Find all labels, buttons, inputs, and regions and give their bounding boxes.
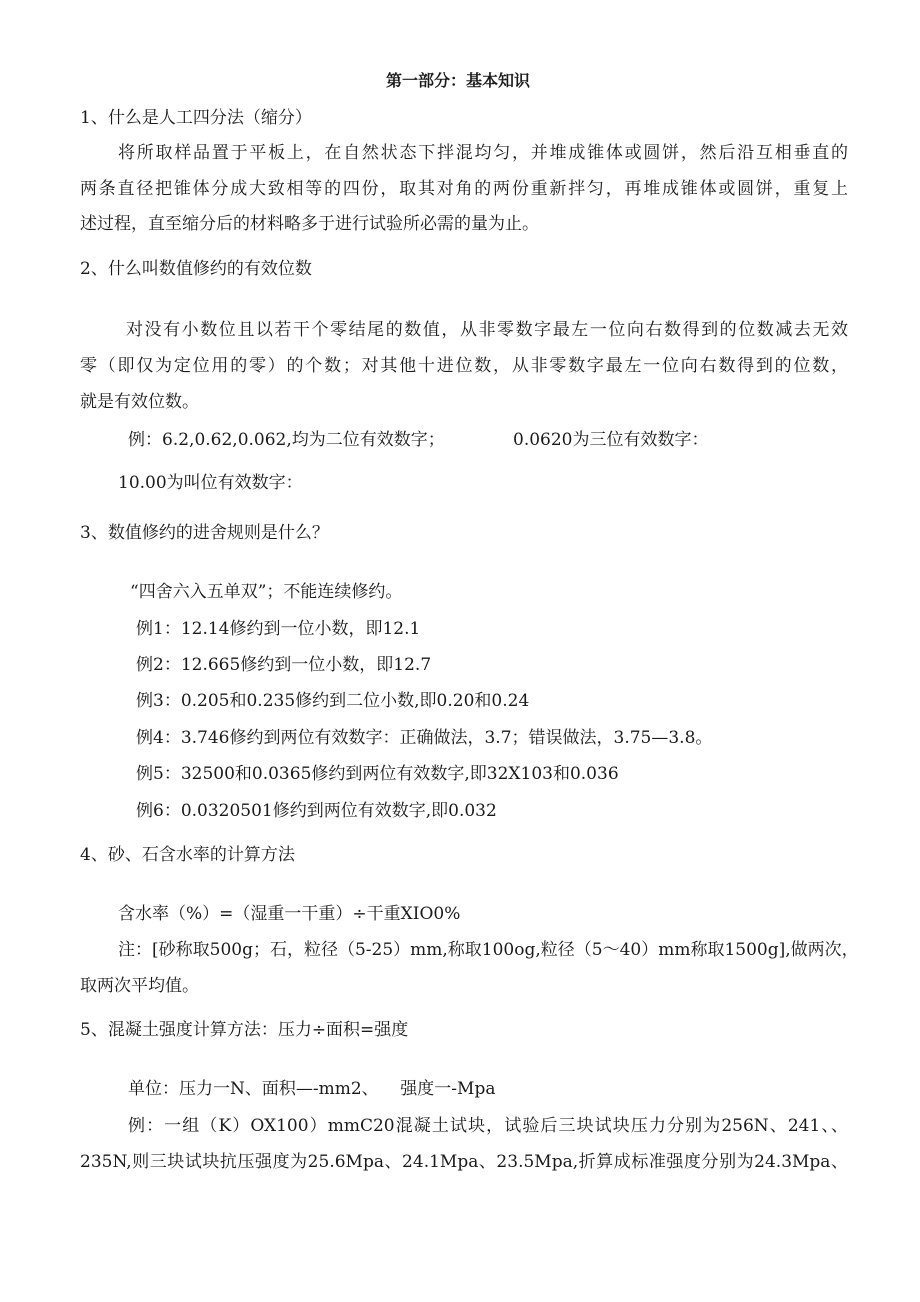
example-significant-figures-a: 例：6.2,0.62,0.062,均为二位有效数字； [128, 430, 445, 450]
question-1-paragraph-line: 述过程，直至缩分后的材料略多于进行试验所必需的量为止。 [80, 214, 539, 234]
question-1-paragraph-line: 将所取样品置于平板上，在自然状态下拌混均匀，并堆成锥体或圆饼，然后沿互相垂直的 [118, 143, 848, 163]
question-1-paragraph-line: 两条直径把锥体分成大致相等的四份，取其对角的两份重新拌匀，再堆成锥体或圆饼，重复上 [80, 179, 848, 199]
question-3-heading: 3、数值修约的进舍规则是什么？ [80, 523, 329, 543]
rounding-example: 例2：12.665修约到一位小数，即12.7 [136, 655, 432, 675]
strength-units: 单位：压力一N、面积—-mm2、 强度一-Mpa [128, 1079, 496, 1099]
rounding-example: 例6：0.0320501修约到两位有效数字,即0.032 [136, 801, 497, 821]
moisture-note-line: 取两次平均值。 [80, 976, 199, 996]
moisture-formula: 含水率（%）=（湿重一干重）÷干重XIO0% [118, 904, 461, 924]
rounding-example: 例4：3.746修约到两位有效数字：正确做法，3.7；错误做法，3.75—3.8。 [136, 728, 713, 748]
question-2-paragraph-line: 就是有效位数。 [80, 392, 199, 412]
question-2-paragraph-line: 零（即仅为定位用的零）的个数；对其他十进位数，从非零数字最左一位向右数得到的位数， [80, 356, 848, 376]
strength-example-line: 235N,则三块试块抗压强度为25.6Mpa、24.1Mpa、23.5Mpa,折算成标准强度分别为24.3Mpa、 [80, 1152, 848, 1172]
rounding-rule: “四舍六入五单双”；不能连续修约。 [130, 582, 403, 602]
example-significant-figures-c: 10.00为叫位有效数字： [118, 473, 303, 493]
question-5-heading: 5、混凝土强度计算方法：压力÷面积=强度 [80, 1020, 409, 1040]
question-4-heading: 4、砂、石含水率的计算方法 [80, 845, 295, 865]
question-2-heading: 2、什么叫数值修约的有效位数 [80, 259, 312, 279]
example-significant-figures-b: 0.0620为三位有效数字： [513, 430, 709, 450]
rounding-example: 例5：32500和0.0365修约到两位有效数字,即32X103和0.036 [136, 764, 619, 784]
question-2-paragraph-line: 对没有小数位且以若干个零结尾的数值，从非零数字最左一位向右数得到的位数减去无效 [126, 320, 848, 340]
strength-example-line: 例：一组（K）OX100）mmC20混凝土试块，试验后三块试块压力分别为256N、241、、 [128, 1116, 848, 1136]
rounding-example: 例1：12.14修约到一位小数，即12.1 [136, 619, 421, 639]
question-1-heading: 1、什么是人工四分法（缩分） [80, 108, 312, 128]
rounding-example: 例3：0.205和0.235修约到二位小数,即0.20和0.24 [136, 691, 530, 711]
page-title: 第一部分：基本知识 [386, 71, 531, 90]
moisture-note-line: 注：[砂称取500g；石，粒径（5-25）mm,称取100og,粒径（5～40）mm称取1500g],做两次， [118, 940, 859, 960]
